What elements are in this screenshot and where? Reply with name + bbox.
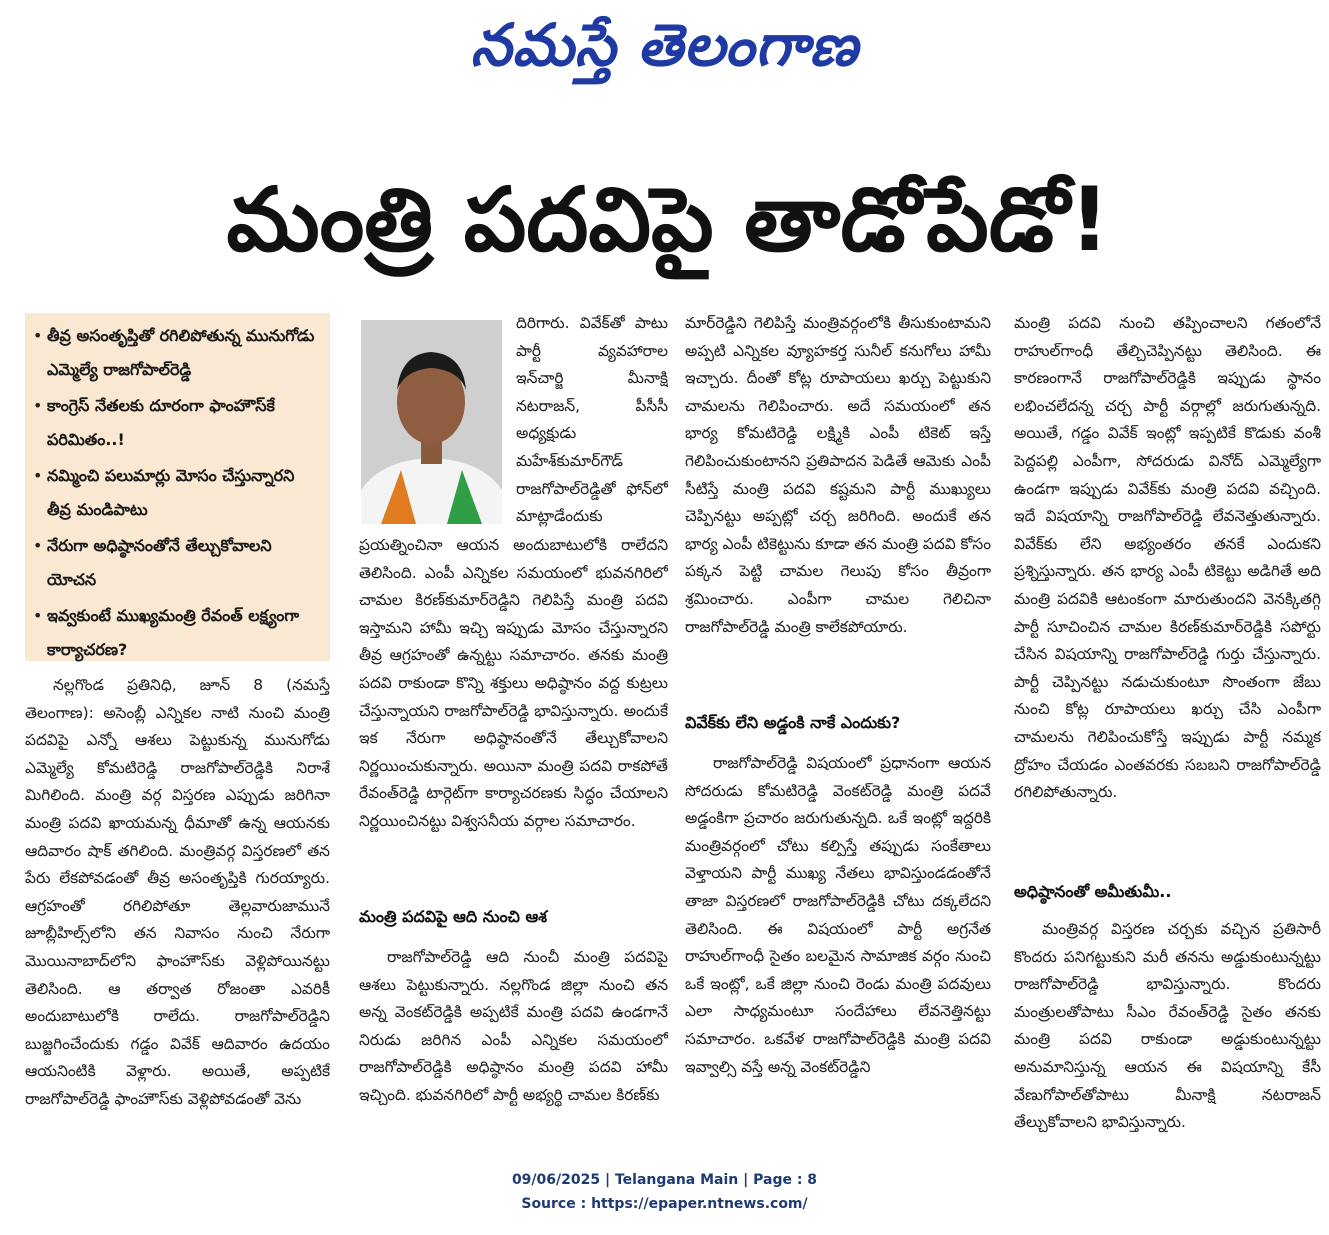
highlight-text: నమ్మించి పలుమార్లు మోసం చేస్తున్నారని తీవ్ర మండిపాటు — [47, 466, 295, 519]
footer-date-page: 09/06/2025 | Telangana Main | Page : 8 — [511, 1172, 818, 1188]
bullet-icon: • — [33, 326, 43, 345]
bullet-icon: • — [33, 396, 43, 415]
highlight-item — [33, 599, 322, 667]
article-paragraph: మంత్రివర్గ విస్తరణ చర్చకు వచ్చిన ప్రతిసారీ కొందరు పనిగట్టుకుని మరీ తనను అడ్డుకుంటున్నట్టు రాజగోపాల్‌రెడ్డి భావిస్తున్నారు. కొందరు మంత్రులతోపాటు సీఎం రేవంత్‌రెడ్డి సైతం తనకు మంత్రి పదవి రాకుండా అడ్డుకుంటున్నట్టు అనుమానిస్తున్న ఆయన ఈ విషయాన్ని కేసీ వేణుగోపాల్‌తోపాటు మీనాక్షి నటరాజన్‌ తేల్చుకోవాలని భావిస్తున్నారు. — [1014, 920, 1321, 1132]
article-column-4-tail — [1014, 916, 1321, 1142]
highlight-item — [33, 389, 322, 457]
article-column-2-tail — [359, 944, 668, 1142]
highlight-text: కాంగ్రెస్‌ నేతలకు దూరంగా ఫాంహౌస్‌కే పరిమితం..! — [47, 396, 275, 449]
article-paragraph: దిరిగారు. వివేక్‌తో పాటు పార్టీ వ్యవహారాల ఇన్‌చార్జి మీనాక్షి నటరాజన్‌, పీసీసీ అధ్యక్షుడు మహేశ్‌కుమార్‌గౌడ్‌ రాజగోపాల్‌రెడ్డితో ఫోన్‌లో మాట్లాడేందుకు — [516, 314, 668, 526]
article-paragraph: మార్‌రెడ్డిని గెలిపిస్తే మంత్రివర్గంలోకి తీసుకుంటామని అప్పటి ఎన్నికల వ్యూహకర్త సునీల్‌ కనుగోలు హామీ ఇచ్చారు. దీంతో కోట్ల రూపాయలు ఖర్చు పెట్టుకుని చామలను గెలిపించారు. అదే సమయంలో తన భార్య కోమటిరెడ్డి లక్ష్మికి ఎంపీ టికెట్‌ ఇస్తే గెలిపించుకుంటానని ప్రతిపాదన పెడితే ఆమెకు ఎంపీ సీటిస్తే మంత్రి పదవి కష్టమని పార్టీ ముఖ్యులు చెప్పినట్టు అప్పట్లో చర్చ జరిగింది. అందుకే తన భార్య ఎంపీ టికెట్టును కూడా తన మంత్రి పదవి కోసం పక్కన పెట్టి చామల గెలుపు కోసం తీవ్రంగా శ్రమించారు. ఎంపీగా చామల గెలిచినా రాజగోపాల్‌రెడ్డి మంత్రి కాలేకపోయారు. — [685, 314, 991, 636]
article-paragraph: మంత్రి పదవి నుంచి తప్పించాలని గతంలోనే రాహుల్‌గాంధీ తేల్చిచెప్పినట్టు తెలిసింది. ఈ కారణంగానే రాజగోపాల్‌రెడ్డికి ఇప్పుడు స్థానం లభించలేదన్న చర్చ పార్టీ వర్గాల్లో జరుగుతున్నది. అయితే, గడ్డం వివేక్‌ ఇంట్లో ఇప్పటికే కొడుకు వంశీ పెద్దపల్లి ఎంపీగా, సోదరుడు వినోద్‌ ఎమ్మెల్యేగా ఉండగా ఇప్పుడు వివేక్‌కు మంత్రి పదవి వచ్చింది. ఇదే విషయాన్ని రాజగోపాల్‌రెడ్డి లేవనెత్తుతున్నారు. వివేక్‌కు లేని అభ్యంతరం తనకే ఎందుకని ప్రశ్నిస్తున్నారు. తన భార్య ఎంపీ టికెట్టు అడిగితే అది మంత్రి పదవికి ఆటంకంగా మారుతుందని వెనక్కితగ్గి పార్టీ సూచించిన చామల కిరణ్‌కుమార్‌రెడ్డికి సపోర్టు చేసిన విషయాన్ని రాజగోపాల్‌రెడ్డి గుర్తు చేస్తున్నారు. పార్టీ చెప్పినట్టు నడుచుకుంటూ సొంతంగా జేబు నుంచి కోట్ల రూపాయలు ఖర్చు చేసి ఎంపీగా చామలను గెలిపించుకోస్తే ఇప్పుడు పార్టీ నమ్మక ద్రోహం చేయడం ఎంతవరకు సబబని రాజగోపాల్‌రెడ్డి రగిలిపోతున్నారు. — [1014, 314, 1321, 802]
masthead: నమస్తే తెలంగాణ — [470, 11, 859, 79]
highlight-item — [33, 529, 322, 597]
subheading: వివేక్‌కు లేని అడ్డంకి నాకే ఎందుకు? — [685, 713, 901, 732]
portrait-photo — [361, 320, 502, 524]
bullet-icon: • — [33, 536, 43, 555]
subheading: మంత్రి పదవిపై ఆది నుంచి ఆశ — [359, 907, 548, 926]
article-paragraph: నల్లగొండ ప్రతినిధి, జూన్‌ 8 (నమస్తే తెలంగాణ): అసెంబ్లీ ఎన్నికల నాటి నుంచి మంత్రి పదవిపై ఎన్నో ఆశలు పెట్టుకున్న మునుగోడు ఎమ్మెల్యే కోమటిరెడ్డి రాజగోపాల్‌రెడ్డికి నిరాశే మిగిలింది. మంత్రి వర్గ విస్తరణ ఎప్పుడు జరిగినా మంత్రి పదవి ఖాయమన్న ధీమాతో ఉన్న ఆయనకు ఆదివారం షాక్‌ తగిలింది. మంత్రివర్గ విస్తరణలో తన పేరు లేకపోవడంతో తీవ్ర అసంతృప్తికి గురయ్యారు. ఆగ్రహంతో రగిలిపోతూ తెల్లవారుజామునే జూబ్లీహిల్స్‌లోని తన నివాసం నుంచి నేరుగా మొయినాబాద్‌లోని ఫాంహౌస్‌కు వెళ్లిపోయినట్టు తెలిసింది. ఆ తర్వాత రోజంతా ఎవరికీ అందుబాటులోకి రాలేదు. రాజగోపాల్‌రెడ్డిని బుజ్జగించేందుకు గడ్డం వివేక్‌ ఆదివారం ఉదయం ఆయనింటికి వెళ్లారు. అయితే, అప్పటికే రాజగోపాల్‌రెడ్డి ఫాంహౌస్‌కు వెళ్లిపోవడంతో వెను — [25, 676, 330, 1108]
footer-source: Source : https://epaper.ntnews.com/ — [521, 1196, 808, 1212]
bullet-icon: • — [33, 606, 43, 625]
article-column-1 — [25, 672, 330, 1142]
person-portrait-icon — [361, 320, 502, 524]
highlight-text: ఇవ్వకుంటే ముఖ్యమంత్రి రేవంత్‌ లక్ష్యంగా కార్యాచరణ? — [47, 606, 300, 659]
subheading: అధిష్ఠానంతో అమీతుమీ.. — [1014, 882, 1172, 901]
highlight-text: తీవ్ర అసంతృప్తితో రగిలిపోతున్న మునుగోడు ఎమ్మెల్యే రాజగోపాల్‌రెడ్డి — [47, 326, 315, 379]
bullet-icon: • — [33, 466, 43, 485]
headline: మంత్రి పదవిపై తాడోపేడో! — [226, 168, 1110, 271]
highlights-box — [25, 313, 330, 661]
article-column-2-top — [516, 310, 668, 530]
highlight-item — [33, 459, 322, 527]
highlight-item — [33, 319, 322, 387]
article-column-2 — [359, 532, 668, 892]
article-column-4 — [1014, 310, 1321, 864]
article-paragraph: రాజగోపాల్‌రెడ్డి విషయంలో ప్రధానంగా ఆయన సోదరుడు కోమటిరెడ్డి వెంకట్‌రెడ్డి మంత్రి పదవే అడ్డంకిగా ప్రచారం జరుగుతున్నది. ఒకే ఇంట్లో ఇద్దరికి మంత్రివర్గంలో చోటు కల్పిస్తే తప్పుడు సంకేతాలు వెళ్తాయని పార్టీ ముఖ్య నేతలు భావిస్తుండడంతోనే తాజా విస్తరణలో రాజగోపాల్‌రెడ్డికి చోటు దక్కలేదని తెలిసింది. ఈ విషయంలో పార్టీ అగ్రనేత రాహుల్‌గాంధీ సైతం బలమైన సామాజిక వర్గం నుంచి ఒకే ఇంట్లో, ఒకే జిల్లా నుంచి రెండు మంత్రి పదవులు ఎలా సాధ్యమంటూ సందేహాలు లేవనెత్తినట్టు సమాచారం. ఒకవేళ రాజగోపాల్‌రెడ్డికి మంత్రి పదవి ఇవ్వాల్సి వస్తే అన్న వెంకట్‌రెడ్డిని — [685, 754, 991, 1076]
article-paragraph: రాజగోపాల్‌రెడ్డి ఆది నుంచీ మంత్రి పదవిపై ఆశలు పెట్టుకున్నారు. నల్లగొండ జిల్లా నుంచి తన అన్న వెంకట్‌రెడ్డికి అప్పటికే మంత్రి పదవి ఉండగానే నిరుడు జరిగిన ఎంపీ ఎన్నికల సమయంలో రాజగోపాల్‌రెడ్డికి అధిష్ఠానం మంత్రి పదవి హామీ ఇచ్చింది. భువనగిరిలో పార్టీ అభ్యర్థి చామల కిరణ్‌కు — [359, 948, 668, 1104]
article-paragraph: ప్రయత్నించినా ఆయన అందుబాటులోకి రాలేదని తెలిసింది. ఎంపీ ఎన్నికల సమయంలో భువనగిరిలో చామల కిరణ్‌కుమార్‌రెడ్డిని గెలిపిస్తే మంత్రి పదవి ఇస్తామని హామీ ఇచ్చి ఇప్పుడు మోసం చేస్తున్నారని తీవ్ర ఆగ్రహంతో ఉన్నట్టు సమాచారం. తనకు మంత్రి పదవి రాకుండా కొన్ని శక్తులు అధిష్ఠానం వద్ద కుట్రలు చేస్తున్నాయని రాజగోపాల్‌రెడ్డి భావిస్తున్నారు. అందుకే ఇక నేరుగా అధిష్ఠానంతోనే తేల్చుకోవాలని నిర్ణయించుకున్నారు. అయినా మంత్రి పదవి రాకపోతే రేవంత్‌రెడ్డి టార్గెట్‌గా కార్యాచరణకు సిద్ధం చేయాలని నిర్ణయించినట్టు విశ్వసనీయ వర్గాల సమాచారం. — [359, 536, 668, 830]
article-column-3-tail — [685, 750, 991, 1142]
highlight-text: నేరుగా అధిష్ఠానంతోనే తేల్చుకోవాలని యోచన — [47, 536, 272, 589]
article-column-3 — [685, 310, 991, 702]
